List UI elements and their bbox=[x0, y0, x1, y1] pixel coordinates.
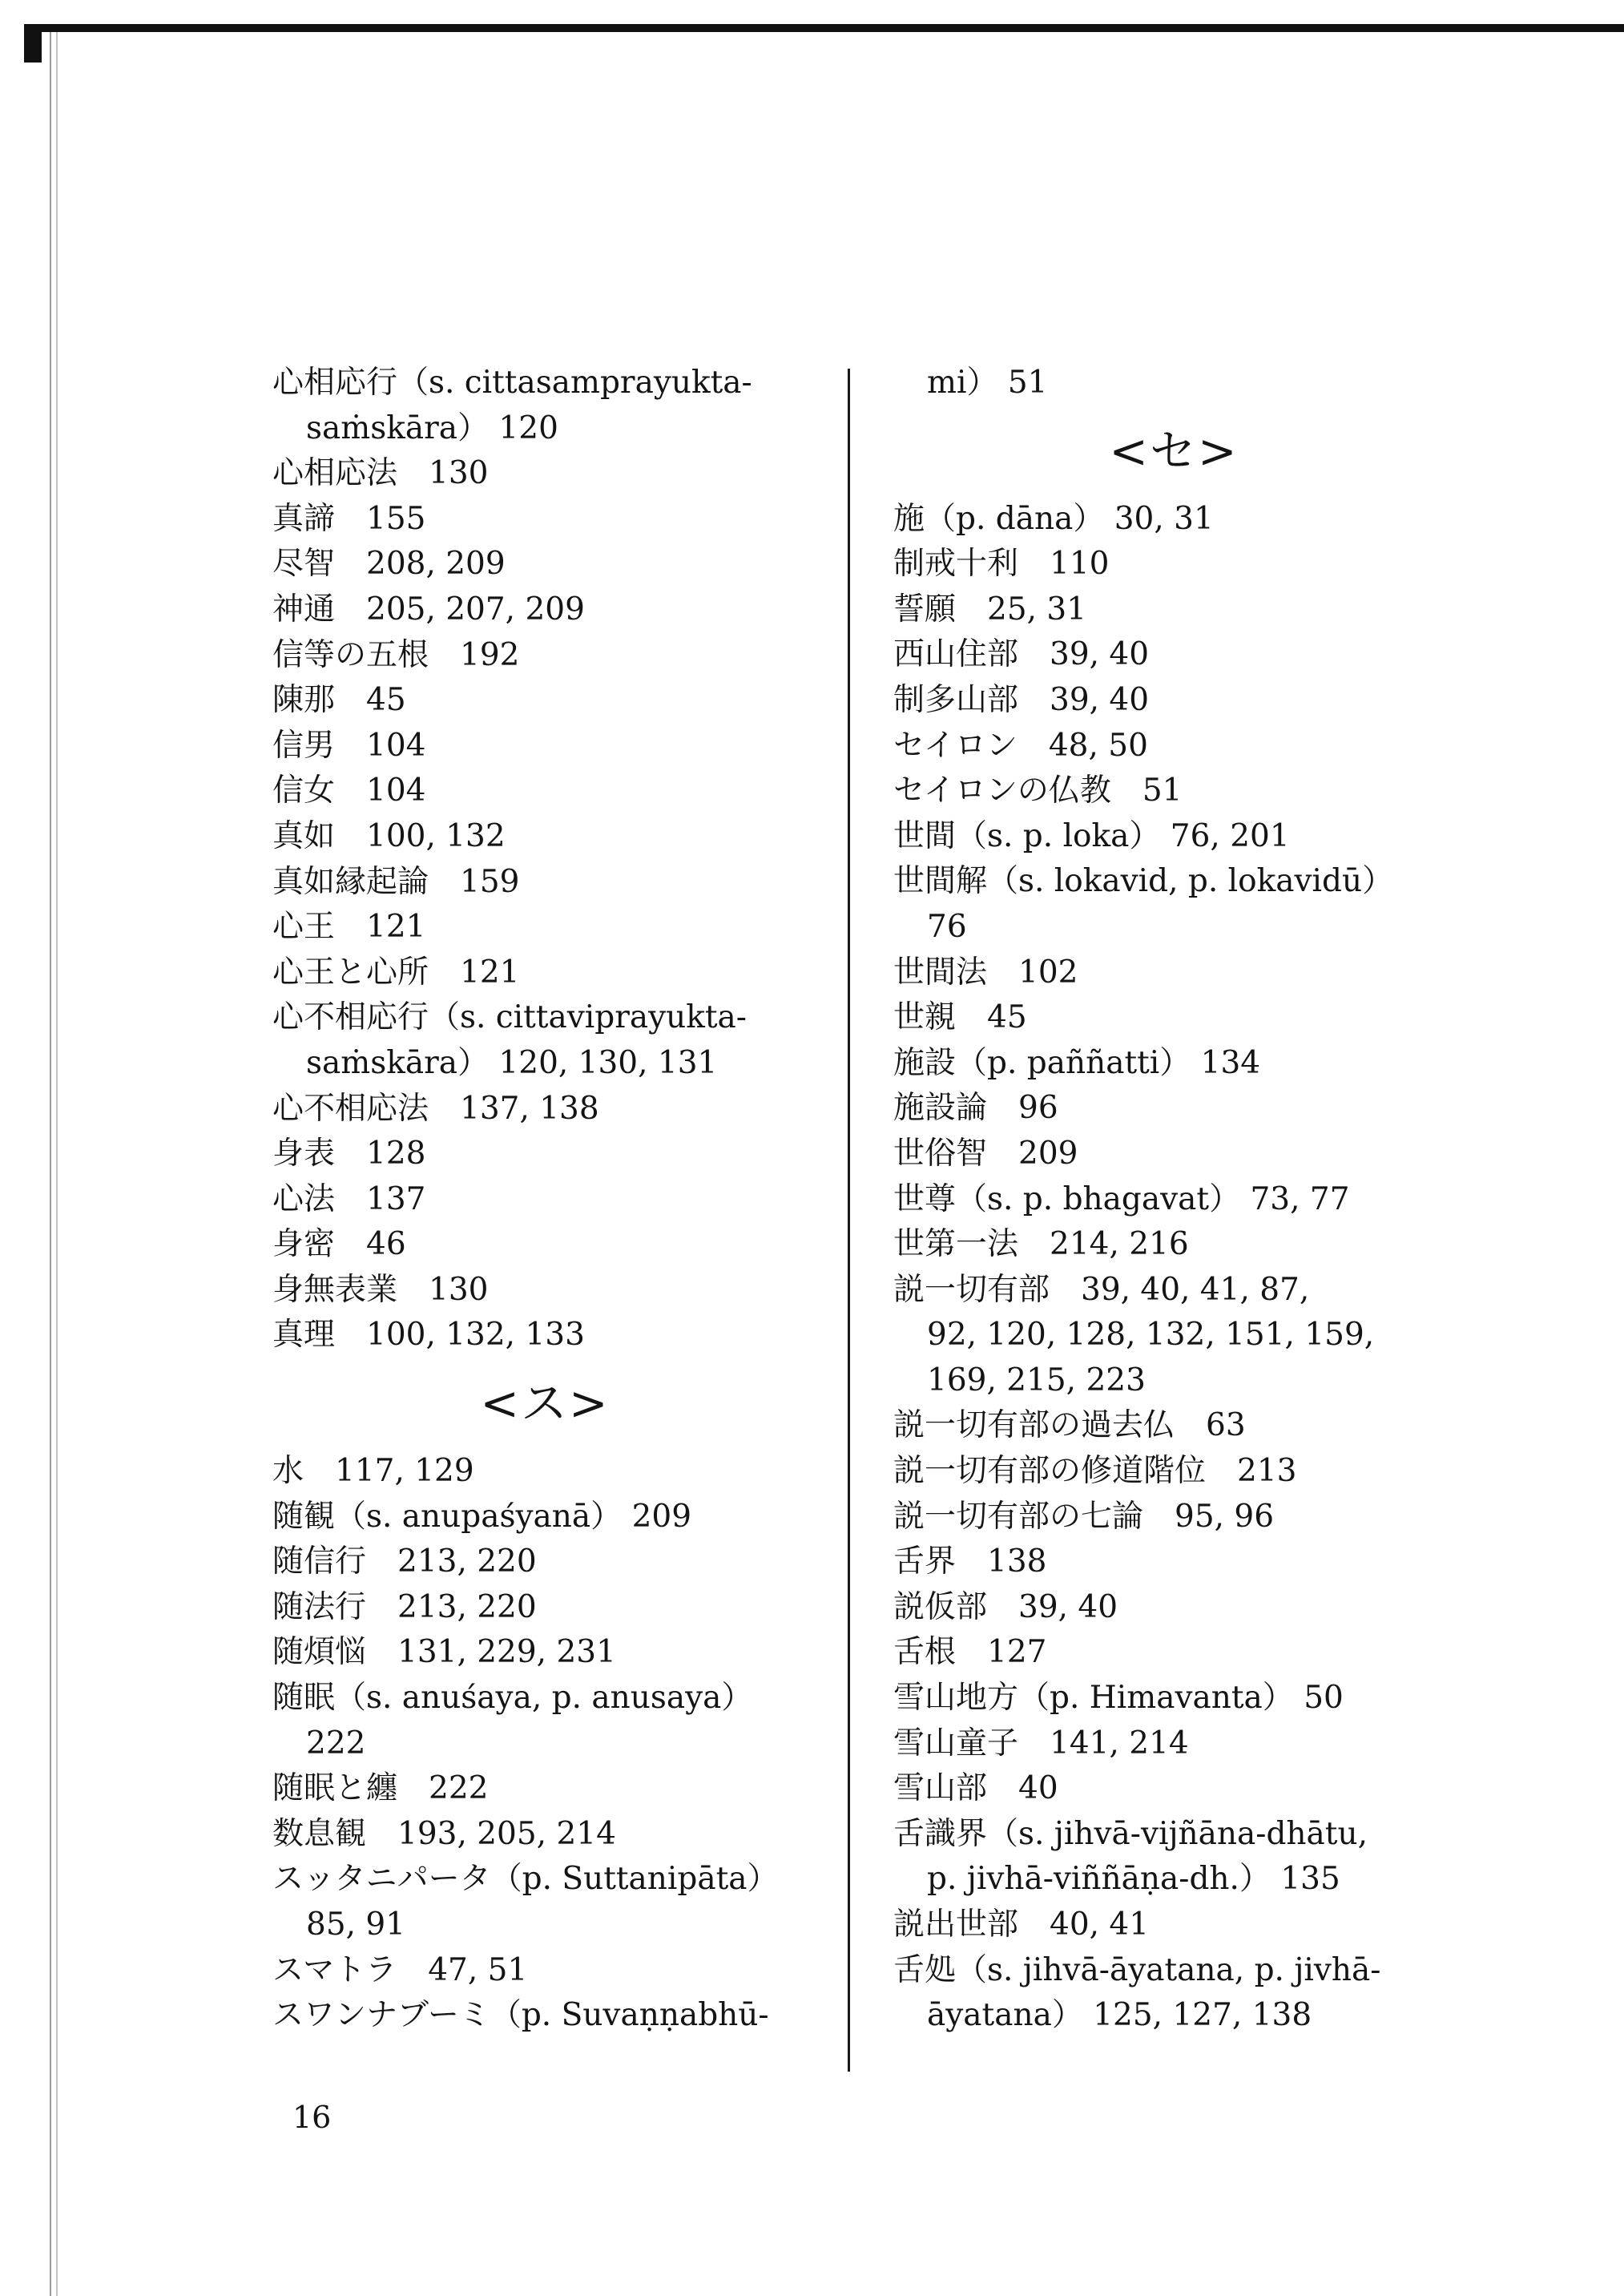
index-entry-line: 身表 128 bbox=[272, 1136, 426, 1172]
index-entry-line: 世俗智 209 bbox=[893, 1135, 1078, 1172]
section-heading: <ス> bbox=[480, 1376, 610, 1431]
index-entry-line: 随煩悩 131, 229, 231 bbox=[272, 1634, 616, 1671]
index-entry-line: 施設（p. paññatti） 134 bbox=[893, 1044, 1261, 1081]
page-number: 16 bbox=[292, 2100, 332, 2135]
index-entry-line: 随信行 213, 220 bbox=[272, 1543, 537, 1580]
index-entry-line: 世間（s. p. loka） 76, 201 bbox=[893, 817, 1290, 854]
index-entry-line: 施（p. dāna） 30, 31 bbox=[893, 500, 1214, 537]
index-entry-line: 真如 100, 132 bbox=[272, 817, 506, 854]
index-entry-line: 説一切有部の過去仏 63 bbox=[893, 1407, 1246, 1444]
index-entry-line: 真理 100, 132, 133 bbox=[272, 1317, 585, 1354]
index-entry-line: 心不相応行（s. cittaviprayukta- bbox=[272, 999, 747, 1036]
index-entry-line: 説出世部 40, 41 bbox=[893, 1907, 1150, 1943]
index-entry-line: 随眠（s. anuśaya, p. anusaya） bbox=[272, 1680, 753, 1717]
index-entry-line: 76 bbox=[927, 908, 967, 945]
index-entry-line: 世間解（s. lokavid, p. lokavidū） bbox=[893, 863, 1394, 900]
column-divider bbox=[848, 369, 850, 2072]
index-entry-line: āyatana） 125, 127, 138 bbox=[927, 1997, 1312, 2034]
index-entry-line: 世尊（s. p. bhagavat） 73, 77 bbox=[893, 1180, 1350, 1217]
index-column-left bbox=[272, 361, 817, 2039]
index-entry-line: 92, 120, 128, 132, 151, 159, bbox=[927, 1317, 1375, 1354]
index-entry-line: 説仮部 39, 40 bbox=[893, 1588, 1118, 1625]
index-entry-line: スッタニパータ（p. Suttanipāta） bbox=[272, 1861, 779, 1898]
section-heading: <セ> bbox=[1109, 423, 1239, 478]
index-entry-line: 身密 46 bbox=[272, 1226, 406, 1263]
index-entry-line: 舌界 138 bbox=[893, 1543, 1047, 1580]
index-entry-line: 陳那 45 bbox=[272, 682, 406, 719]
index-entry-line: 心相応行（s. cittasamprayukta- bbox=[272, 365, 752, 401]
index-entry-line: 心不相応法 137, 138 bbox=[272, 1090, 599, 1127]
index-entry-line: スワンナブーミ（p. Suvaṇṇabhū- bbox=[272, 1997, 769, 2034]
index-entry-line: saṁskāra） 120 bbox=[306, 410, 558, 446]
top-border bbox=[24, 24, 1624, 32]
index-entry-line: 心法 137 bbox=[272, 1180, 426, 1217]
index-entry-line: saṁskāra） 120, 130, 131 bbox=[306, 1044, 718, 1081]
left-edge-line-2 bbox=[56, 32, 58, 2296]
index-entry-line: 心王と心所 121 bbox=[272, 954, 520, 991]
index-entry-line: p. jivhā-viññāṇa-dh.） 135 bbox=[927, 1861, 1340, 1898]
index-entry-line: 222 bbox=[306, 1725, 366, 1761]
index-entry-line: 信女 104 bbox=[272, 773, 426, 809]
index-entry-line: 施設論 96 bbox=[893, 1090, 1058, 1127]
corner-mark bbox=[24, 24, 42, 63]
index-entry-line: 雪山地方（p. Himavanta） 50 bbox=[893, 1680, 1344, 1717]
index-entry-line: 信男 104 bbox=[272, 727, 426, 764]
index-entry-line: 真諦 155 bbox=[272, 500, 426, 537]
index-entry-line: 身無表業 130 bbox=[272, 1271, 489, 1308]
index-entry-line: 数息観 193, 205, 214 bbox=[272, 1815, 616, 1852]
index-entry-line: 随法行 213, 220 bbox=[272, 1588, 537, 1625]
index-entry-line: 神通 205, 207, 209 bbox=[272, 591, 585, 627]
index-entry-line: 舌根 127 bbox=[893, 1634, 1047, 1671]
index-entry-line: 随眠と纏 222 bbox=[272, 1770, 489, 1807]
index-entry-line: 信等の五根 192 bbox=[272, 636, 520, 673]
index-entry-line: 舌処（s. jihvā-āyatana, p. jivhā- bbox=[893, 1951, 1381, 1988]
index-entry-line: 85, 91 bbox=[306, 1907, 406, 1943]
index-entry-line: 169, 215, 223 bbox=[927, 1362, 1146, 1398]
index-entry-line: 水 117, 129 bbox=[272, 1453, 474, 1490]
index-entry-line: 舌識界（s. jihvā-vijñāna-dhātu, bbox=[893, 1815, 1368, 1852]
index-entry-line: 心相応法 130 bbox=[272, 455, 489, 492]
index-entry-line: 世親 45 bbox=[893, 999, 1027, 1036]
index-entry-line: セイロン 48, 50 bbox=[893, 727, 1148, 764]
index-entry-line: 雪山部 40 bbox=[893, 1770, 1058, 1807]
index-entry-line: 心王 121 bbox=[272, 909, 426, 946]
index-entry-line: 西山住部 39, 40 bbox=[893, 636, 1150, 673]
index-entry-line: 説一切有部の修道階位 213 bbox=[893, 1453, 1297, 1490]
left-edge-line bbox=[50, 32, 51, 2296]
index-entry-line: 随観（s. anupaśyanā） 209 bbox=[272, 1498, 692, 1535]
index-entry-line: 雪山童子 141, 214 bbox=[893, 1725, 1189, 1761]
index-entry-line: 世第一法 214, 216 bbox=[893, 1226, 1189, 1263]
index-entry-line: 制多山部 39, 40 bbox=[893, 681, 1150, 718]
index-entry-line: スマトラ 47, 51 bbox=[272, 1951, 528, 1988]
index-entry-line: 真如縁起論 159 bbox=[272, 863, 520, 900]
index-entry-line: 説一切有部の七論 95, 96 bbox=[893, 1498, 1275, 1535]
index-entry-line: 説一切有部 39, 40, 41, 87, bbox=[893, 1271, 1310, 1308]
index-column-right bbox=[893, 361, 1454, 2039]
index-entry-line: 制戒十利 110 bbox=[893, 546, 1110, 583]
index-entry-line: セイロンの仏教 51 bbox=[893, 773, 1183, 809]
index-entry-line: mi） 51 bbox=[927, 365, 1048, 401]
index-entry-line: 誓願 25, 31 bbox=[893, 591, 1087, 627]
index-entry-line: 世間法 102 bbox=[893, 954, 1078, 991]
index-entry-line: 尽智 208, 209 bbox=[272, 546, 506, 583]
